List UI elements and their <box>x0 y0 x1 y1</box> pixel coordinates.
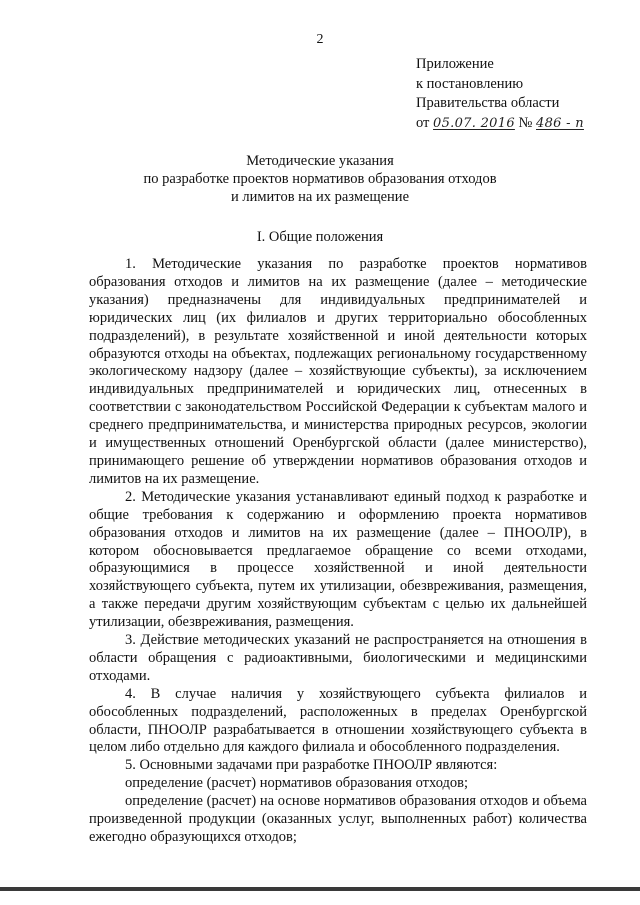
handwritten-number: 486 - п <box>536 115 584 131</box>
paragraph-7: определение (расчет) на основе нормативов образования отходов и объема произведенной продукции (оказанных услуг, выполненных работ) количества ежегодно образующихся отходов; <box>89 793 587 845</box>
paragraph-1: 1. Методические указания по разработке проектов нормативов образования отходов и лимитов на их размещение (далее – методические указания) предназначены для индивидуальных предпринимателей и юридических лиц (их филиалов и других территориально обособленных подразделений), в результате хозяйственной и иной деятельности которых образуются отходы на объектах, подлежащих региональному государственному экологическому надзору (далее – хозяйствующие субъекты), за исключением индивидуальных предпринимателей и юридических лиц, отнесенных в соответствии с законодательством Российской Федерации к субъектам малого и среднего предпринимательства, и министерства природных ресурсов, экологии и имущественных отношений Оренбургской области (далее министерство), принимающего решение об утверждении нормативов образования отходов и лимитов на их размещение. <box>89 256 587 487</box>
number-label: № <box>518 114 533 131</box>
document-title <box>0 153 640 206</box>
title-line-1: Методические указания <box>246 153 394 169</box>
appendix-block <box>416 55 584 133</box>
title-line-3: и лимитов на их размещение <box>230 188 409 205</box>
paragraph-6: определение (расчет) нормативов образования отходов; <box>125 775 469 792</box>
page-number: 2 <box>316 32 324 47</box>
appendix-date-line <box>416 114 584 134</box>
paragraph-4: 4. В случае наличия у хозяйствующего субъекта филиалов и обособленных подразделений, расположенных в пределах Оренбургской области, ПНООЛР разрабатывается в отношении хозяйствующего субъекта в целом либо отдельно для каждого филиала и обособленного подразделения. <box>89 685 587 756</box>
appendix-line-2: к постановлению <box>416 75 524 92</box>
from-label: от <box>416 114 430 131</box>
title-line-2: по разработке проектов нормативов образования отходов <box>143 170 497 187</box>
paragraph-2: 2. Методические указания устанавливают единый подход к разработке и общие требования к содержанию и оформлению проекта нормативов образования отходов и лимитов на их размещение (далее – ПНООЛР), в котором обосновывается предлагаемое обращение со всеми отходами, образующимися в процессе хозяйственной и иной деятельности хозяйствующего субъекта, путем их утилизации, обезвреживания, размещения, а также передачи другим хозяйствующим субъектам с целью их дальнейшей утилизации, обезвреживания, размещения. <box>89 488 587 631</box>
paragraph-3: 3. Действие методических указаний не распространяется на отношения в области обращения с радиоактивными, биологическими и медицинскими отходами. <box>89 632 587 684</box>
document-body <box>89 256 587 847</box>
paragraph-5: 5. Основными задачами при разработке ПНООЛР являются: <box>125 757 498 774</box>
handwritten-date: 05.07. 2016 <box>433 115 515 131</box>
scan-bottom-edge <box>0 887 640 891</box>
section-heading: I. Общие положения <box>256 229 384 245</box>
appendix-line-1: Приложение <box>416 56 494 72</box>
appendix-line-3: Правительства области <box>416 95 560 111</box>
